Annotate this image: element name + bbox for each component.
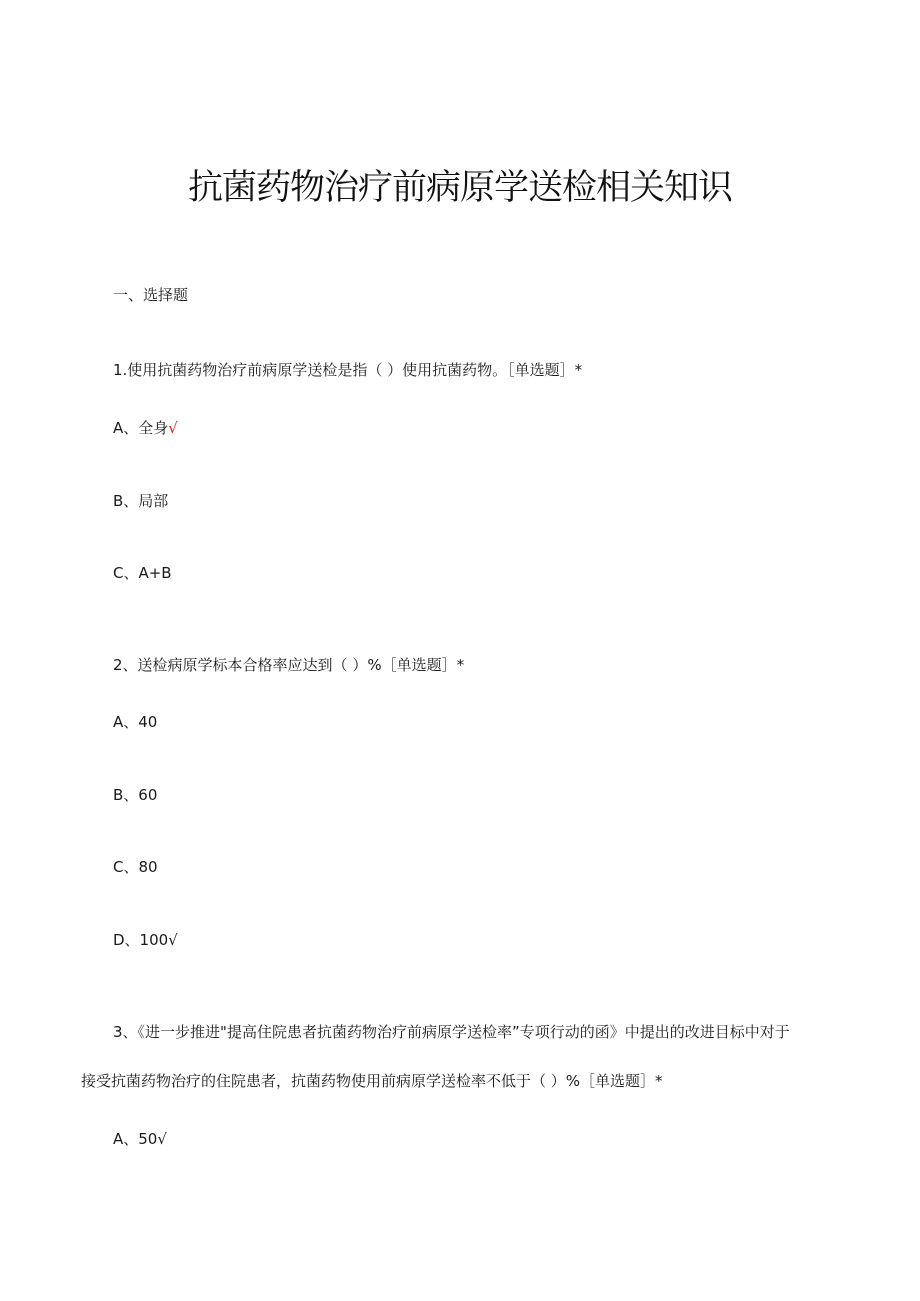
question-1-text: 1.使用抗菌药物治疗前病原学送检是指（ ）使用抗菌药物。［单选题］* <box>113 361 583 379</box>
correct-check-mark: √ <box>168 931 178 949</box>
question-3-text-line-1: 3、《进一步推进"提高住院患者抗菌药物治疗前病原学送检率”专项行动的函》中提出的改进目标中对于 <box>113 1023 790 1041</box>
option-label: A、50 <box>113 1130 158 1148</box>
question-3-option-a <box>113 1129 167 1149</box>
option-label: B、60 <box>113 786 158 804</box>
option-label: C、80 <box>113 858 158 876</box>
question-3-text-line-2: 接受抗菌药物治疗的住院患者，抗菌药物使用前病原学送检率不低于（ ）%［单选题］* <box>81 1072 663 1090</box>
option-label: A、40 <box>113 713 158 731</box>
question-1-option-b <box>113 491 168 511</box>
question-1-option-c <box>113 563 172 583</box>
question-2-text: 2、送检病原学标本合格率应达到（ ）%［单选题］* <box>113 656 465 674</box>
question-2-option-c <box>113 857 158 877</box>
question-1-option-a <box>113 418 178 438</box>
option-label: C、A+B <box>113 564 172 582</box>
question-2-option-b <box>113 785 157 805</box>
section-heading: 一、选择题 <box>113 286 189 304</box>
question-2-option-a <box>113 712 157 732</box>
option-label: A、全身 <box>113 419 169 437</box>
option-label: D、100 <box>113 931 169 949</box>
question-2-option-d <box>113 930 178 950</box>
correct-check-mark: √ <box>168 419 178 437</box>
correct-check-mark: √ <box>157 1130 167 1148</box>
option-label: B、局部 <box>113 492 169 510</box>
document-title: 抗菌药物治疗前病原学送检相关知识 <box>187 168 732 208</box>
